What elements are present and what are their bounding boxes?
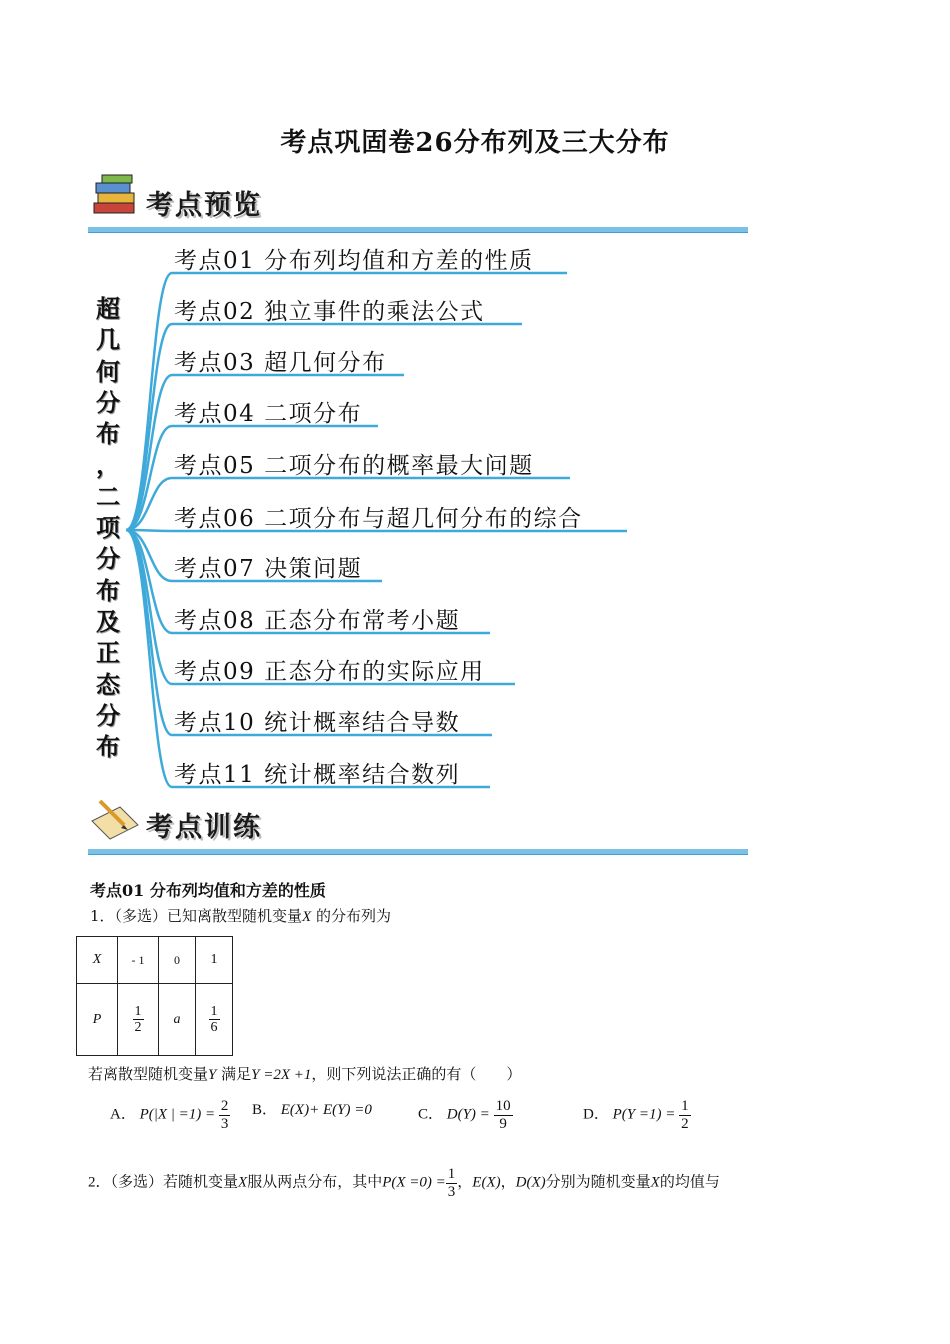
mindmap-item: 考点09 正态分布的实际应用 <box>174 659 485 685</box>
mindmap-root <box>92 294 124 763</box>
q1-var: X <box>302 909 312 925</box>
mindmap-item: 考点08 正态分布常考小题 <box>174 608 461 634</box>
training-rule <box>88 849 748 855</box>
mindmap-root-char: 分 <box>96 388 120 417</box>
distribution-table <box>76 936 233 1056</box>
option-b: B． E(X)+ E(Y) =0 <box>252 1102 372 1118</box>
table-cell: X <box>92 952 102 967</box>
mindmap-item: 考点01 分布列均值和方差的性质 <box>174 248 534 274</box>
question-2-stem: 2．（多选）若随机变量X服从两点分布，其中P(X =0) = $\frac{1}{3}$ ，E(X)，D(X)分别为随机变量X的均值与 <box>88 1166 720 1200</box>
mindmap-root-char: 二 <box>96 482 120 511</box>
option-a: A． P(|X | =1) = $\frac{2}{3}$ <box>110 1098 229 1132</box>
mindmap-root-char: 及 <box>96 607 120 636</box>
q1-stem-b: 的分布列为 <box>316 907 392 925</box>
notebook-pencil-icon <box>90 795 140 841</box>
mindmap-item: 考点04 二项分布 <box>174 401 363 427</box>
mindmap-root-char: 分 <box>96 545 120 574</box>
page-title: 考点巩固卷26分布列及三大分布 <box>280 128 670 158</box>
mindmap-root-char: 几 <box>96 326 120 355</box>
mindmap-item: 考点03 超几何分布 <box>174 350 387 376</box>
mindmap-item: 考点05 二项分布的概率最大问题 <box>174 453 534 479</box>
section-heading: 考点01 分布列均值和方差的性质 <box>90 881 326 900</box>
option-d: D． P(Y =1) = $\frac{1}{2}$ <box>583 1098 689 1132</box>
preview-banner-label: 考点预览 <box>146 190 262 221</box>
mindmap-root-char: 项 <box>96 514 120 543</box>
table-cell: 1 <box>196 937 233 984</box>
mindmap-root-char: 正 <box>96 639 120 668</box>
question-1-stem <box>90 905 391 926</box>
mindmap-root-char: 布 <box>96 733 120 762</box>
mindmap-item: 考点10 统计概率结合导数 <box>174 710 461 736</box>
question-1-condition: 若离散型随机变量Y 满足Y =2X +1，则下列说法正确的有（ ） <box>88 1065 522 1083</box>
q1-stem-a: 1．（多选）已知离散型随机变量 <box>90 907 303 925</box>
mindmap-item: 考点02 独立事件的乘法公式 <box>174 299 485 325</box>
table-cell: a <box>159 984 196 1056</box>
training-banner <box>88 795 748 855</box>
mindmap-root-char: ， <box>96 451 120 480</box>
table-cell: 0 <box>159 937 196 984</box>
mindmap-root-char: 何 <box>96 357 120 386</box>
mindmap-root-char: 态 <box>96 670 120 699</box>
table-cell: $\frac{1}{2}$ <box>118 984 159 1056</box>
mindmap-root-char: 布 <box>96 420 120 449</box>
table-cell: $\frac{1}{6}$ <box>196 984 233 1056</box>
option-c: C． D(Y) = $\frac{10}{9}$ <box>418 1098 511 1132</box>
training-banner-label: 考点训练 <box>146 812 262 843</box>
mindmap-item: 考点06 二项分布与超几何分布的综合 <box>174 506 583 532</box>
mindmap-item: 考点11 统计概率结合数列 <box>174 762 461 788</box>
table-cell: P <box>92 1011 102 1027</box>
table-cell: - 1 <box>118 937 159 984</box>
mindmap-root-char: 布 <box>96 576 120 605</box>
mindmap-root-char: 超 <box>96 295 120 323</box>
mindmap-root-char: 分 <box>96 701 120 730</box>
mindmap-item: 考点07 决策问题 <box>174 556 363 582</box>
